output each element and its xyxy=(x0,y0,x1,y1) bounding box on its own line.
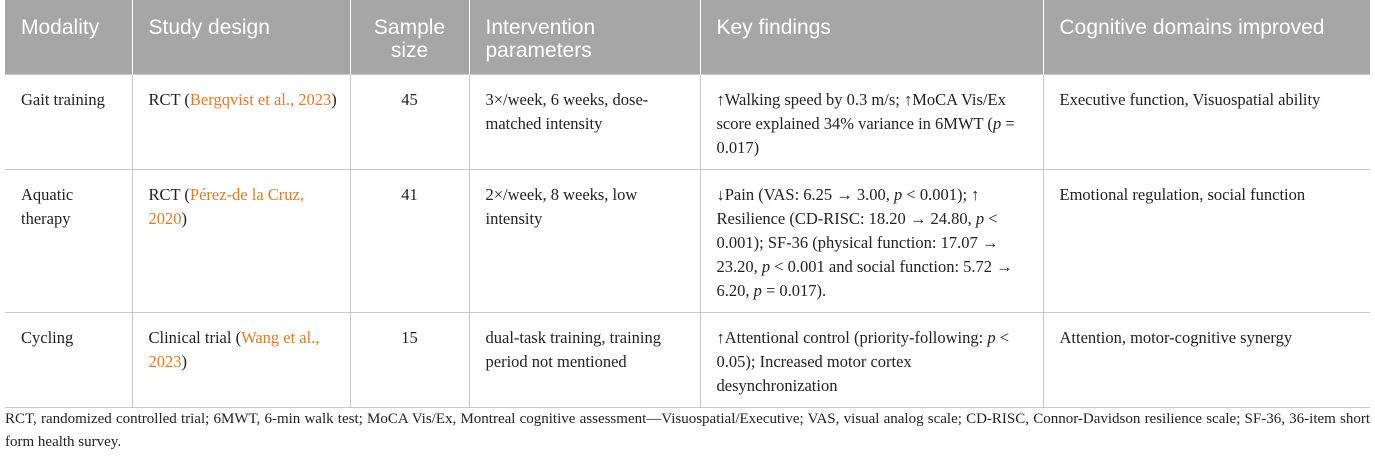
findings-text: < 0.001); SF-36 (physical function: 17.07 → 23.20, xyxy=(716,209,999,276)
cell-parameters: 2×/week, 8 weeks, low intensity xyxy=(469,170,700,313)
table-container xyxy=(5,0,1370,408)
reference-link[interactable]: Wang et al., 2023 xyxy=(148,328,320,371)
cell-domains: Executive function, Visuospatial ability xyxy=(1043,75,1370,170)
table-row xyxy=(5,170,1370,313)
p-symbol: p xyxy=(992,114,1002,133)
design-type: RCT xyxy=(148,185,181,204)
findings-text: = 0.017) xyxy=(716,114,1015,157)
design-type: Clinical trial xyxy=(148,328,232,347)
header-sample-size: Sample size xyxy=(350,0,469,75)
table-row xyxy=(5,75,1370,170)
header-study-design: Study design xyxy=(132,0,350,75)
p-symbol: p xyxy=(987,328,996,347)
cell-study-design: RCT (Bergqvist et al., 2023) xyxy=(132,75,350,170)
header-row xyxy=(5,0,1370,75)
studies-table xyxy=(5,0,1370,408)
cell-sample-size: 15 xyxy=(350,313,469,408)
cell-parameters: dual-task training, training period not mentioned xyxy=(469,313,700,408)
cell-modality: Gait training xyxy=(5,75,132,170)
table-footnote: RCT, randomized controlled trial; 6MWT, 6-min walk test; MoCA Vis/Ex, Montreal cognitive assessment—Visuospatial/Executive; VAS, visual analog scale; CD-RISC, Connor-Davidson resilience scale; SF-36, 36-item short form health survey. xyxy=(5,411,1370,450)
header-key-findings: Key findings xyxy=(700,0,1043,75)
cell-findings xyxy=(700,75,1043,170)
cell-study-design: Clinical trial (Wang et al., 2023) xyxy=(132,313,350,408)
reference-link[interactable]: Pérez-de la Cruz, 2020 xyxy=(148,185,304,228)
cell-sample-size: 41 xyxy=(350,170,469,313)
design-type: RCT xyxy=(148,90,181,109)
cell-modality: Cycling xyxy=(5,313,132,408)
p-symbol: p xyxy=(753,281,762,300)
header-cognitive-domains: Cognitive domains improved xyxy=(1043,0,1370,75)
findings-text: = 0.017). xyxy=(761,281,827,300)
reference-link[interactable]: Bergqvist et al., 2023 xyxy=(189,90,332,109)
p-symbol: p xyxy=(975,209,985,228)
cell-parameters: 3×/week, 6 weeks, dose-matched intensity xyxy=(469,75,700,170)
findings-text: ↑Attentional control (priority-following: xyxy=(716,328,988,347)
findings-text: < 0.001 and social function: 5.72 → 6.20, xyxy=(716,257,1013,300)
cell-domains: Emotional regulation, social function xyxy=(1043,170,1370,313)
cell-findings xyxy=(700,313,1043,408)
findings-text: ↑Walking speed by 0.3 m/s; ↑MoCA Vis/Ex score explained 34% variance in 6MWT ( xyxy=(716,90,1006,133)
findings-text: ↓Pain (VAS: 6.25 → 3.00, xyxy=(716,185,895,204)
cell-sample-size: 45 xyxy=(350,75,469,170)
cell-modality: Aquatic therapy xyxy=(5,170,132,313)
p-symbol: p xyxy=(894,185,903,204)
findings-text: < 0.05); Increased motor cortex desynchronization xyxy=(716,328,1010,395)
findings-text: < 0.001); ↑ Resilience (CD-RISC: 18.20 → 24.80, xyxy=(716,185,980,228)
header-modality: Modality xyxy=(5,0,132,75)
table-row xyxy=(5,313,1370,408)
cell-study-design: RCT (Pérez-de la Cruz, 2020) xyxy=(132,170,350,313)
header-intervention-parameters: Intervention parameters xyxy=(469,0,700,75)
cell-findings xyxy=(700,170,1043,313)
p-symbol: p xyxy=(761,257,771,276)
cell-domains: Attention, motor-cognitive synergy xyxy=(1043,313,1370,408)
